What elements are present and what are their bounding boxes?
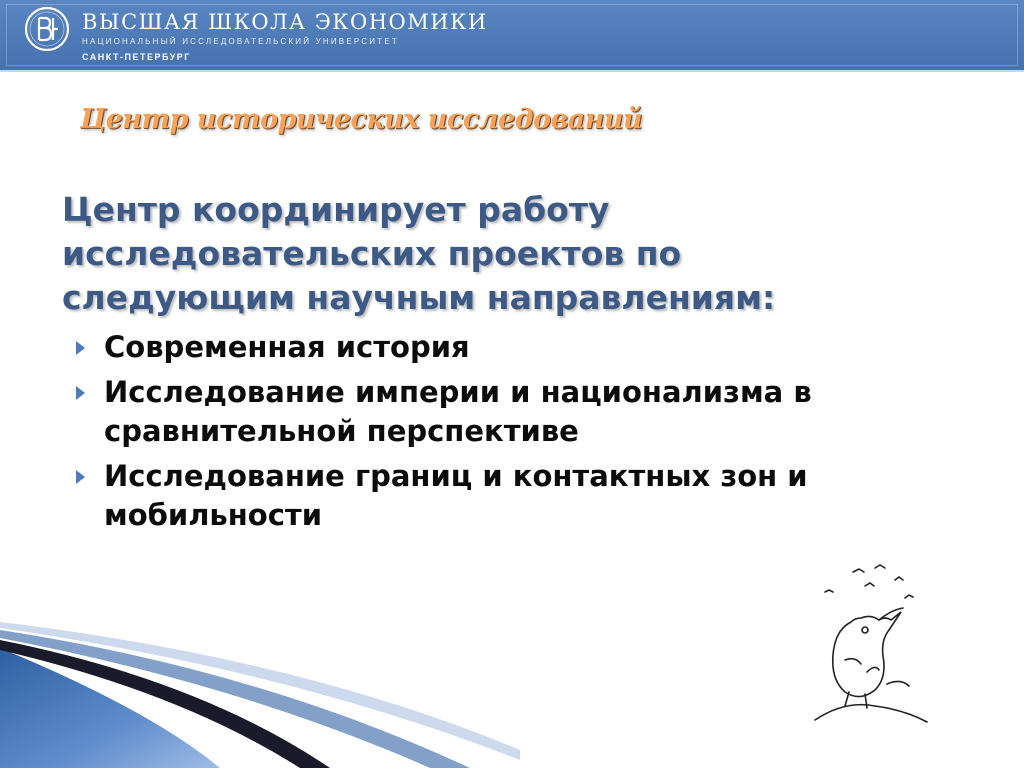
bird-singing-icon bbox=[805, 560, 945, 730]
triangle-bullet-icon bbox=[76, 341, 85, 355]
bullet-item bbox=[72, 457, 972, 535]
bullet-text: Исследование границ и контактных зон и мобильности bbox=[104, 459, 808, 532]
org-name: ВЫСШАЯ ШКОЛА ЭКОНОМИКИ bbox=[82, 10, 488, 34]
slide-title: Центр исторических исследований bbox=[80, 104, 643, 135]
bullet-item bbox=[72, 328, 972, 367]
bullet-list bbox=[72, 328, 972, 541]
heading-line: Центр координирует работу bbox=[62, 190, 610, 229]
body-heading bbox=[62, 188, 962, 320]
heading-line: исследовательских проектов по bbox=[62, 234, 682, 273]
org-subtitle: НАЦИОНАЛЬНЫЙ ИССЛЕДОВАТЕЛЬСКИЙ УНИВЕРСИТЕТ bbox=[82, 37, 399, 46]
bullet-text: Современная история bbox=[104, 330, 470, 364]
decorative-swoosh bbox=[0, 600, 520, 768]
hse-logo-icon bbox=[24, 6, 70, 52]
triangle-bullet-icon bbox=[76, 470, 85, 484]
org-city: САНКТ-ПЕТЕРБУРГ bbox=[82, 52, 191, 62]
bullet-text: Исследование империи и национализма в сравнительной перспективе bbox=[104, 375, 812, 448]
header-bar bbox=[0, 0, 1024, 72]
triangle-bullet-icon bbox=[76, 386, 85, 400]
heading-line: следующим научным направлениям: bbox=[62, 278, 776, 317]
bullet-item bbox=[72, 373, 972, 451]
